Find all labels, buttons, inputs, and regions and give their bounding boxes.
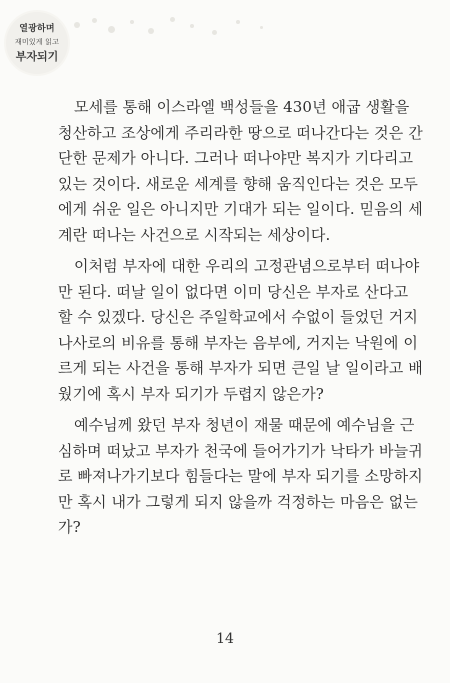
decor-dot <box>148 28 154 34</box>
decor-dot <box>236 20 240 24</box>
text-line: 단한 문제가 아니다. 그러나 떠나야만 복지가 기다리고 <box>58 149 414 167</box>
text-line: 르게 되는 사건을 통해 부자가 되면 큰일 날 일이라고 배 <box>58 359 423 377</box>
text-line: 로 빠져나가기보다 힘들다는 말에 부자 되기를 소망하지 <box>58 467 423 485</box>
decor-dot <box>212 30 217 35</box>
text-line: 계란 떠나는 사건으로 시작되는 세상이다. <box>58 225 331 244</box>
decor-dot <box>74 22 80 28</box>
body-text <box>58 95 423 547</box>
text-line: 모세를 통해 이스라엘 백성들을 430년 애굽 생활을 <box>74 98 410 116</box>
decor-dot <box>190 24 194 28</box>
text-line: 만 혹시 내가 그렇게 되지 않을까 걱정하는 마음은 없는 <box>58 492 418 511</box>
text-line: 할 수 있겠다. 당신은 주일학교에서 수없이 들었던 거지 <box>58 308 418 326</box>
decorative-dots <box>70 14 280 44</box>
decor-dot <box>108 26 115 33</box>
text-line: 예수님께 왔던 부자 청년이 재물 때문에 예수님을 근 <box>74 416 415 434</box>
badge-line-3: 부자되기 <box>15 50 59 63</box>
header-badge <box>6 12 68 74</box>
text-line: 가? <box>58 518 81 536</box>
text-line: 웠기에 혹시 부자 되기가 두렵지 않은가? <box>58 384 324 403</box>
paragraph-1 <box>58 95 423 248</box>
text-line: 에게 쉬운 일은 아니지만 기대가 되는 일이다. 믿음의 세 <box>58 200 423 218</box>
decor-dot <box>130 20 134 24</box>
text-line: 심하며 떠났고 부자가 천국에 들어가기가 낙타가 바늘귀 <box>58 441 423 460</box>
text-line: 있는 것이다. 새로운 세계를 향해 움직인다는 것은 모두 <box>58 174 418 193</box>
decor-dot <box>92 18 97 23</box>
text-line: 이처럼 부자에 대한 우리의 고정관념으로부터 떠나야 <box>74 257 420 275</box>
text-line: 청산하고 조상에게 주리라한 땅으로 떠나간다는 것은 간 <box>58 123 423 142</box>
text-line: 만 된다. 떠날 일이 없다면 이미 당신은 부자로 산다고 <box>58 282 409 301</box>
badge-line-1: 열광하며 <box>19 24 55 34</box>
text-line: 나사로의 비유를 통해 부자는 음부에, 거지는 낙원에 이 <box>58 333 418 352</box>
page-number: 14 <box>216 631 234 647</box>
decor-dot <box>170 17 175 22</box>
paragraph-2 <box>58 254 423 407</box>
paragraph-3 <box>58 413 423 541</box>
decor-dot <box>260 26 263 29</box>
badge-line-2: 재미있게 읽고 <box>14 38 60 46</box>
